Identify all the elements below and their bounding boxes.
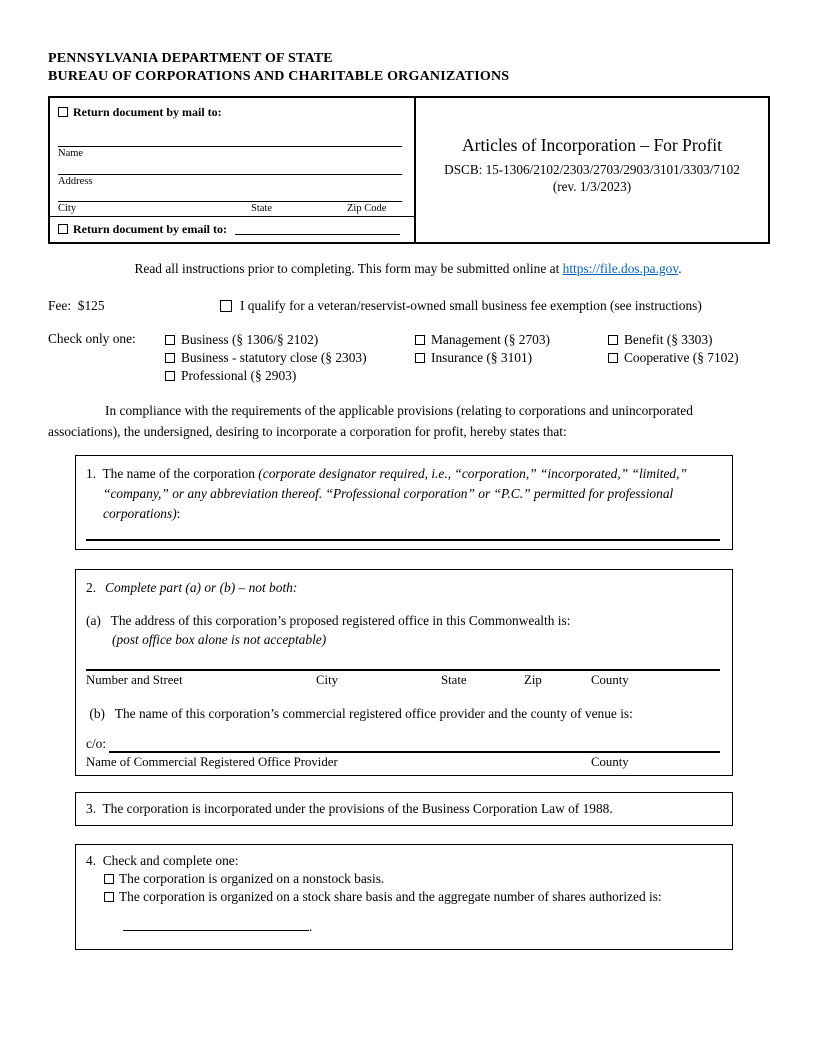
section-1-colon: : (176, 505, 181, 521)
online-filing-link[interactable]: https://file.dos.pa.gov (562, 260, 679, 276)
management-checkbox[interactable] (415, 335, 425, 345)
entity-type-option-benefit (608, 331, 768, 349)
form-header (48, 50, 768, 87)
statutory-close-checkbox[interactable] (165, 353, 175, 363)
section-4-box (75, 844, 733, 950)
business-checkbox[interactable] (165, 335, 175, 345)
statutory-close-label: Business - statutory close (§ 2303) (181, 349, 367, 365)
nonstock-option (104, 870, 722, 888)
zip-label: Zip (524, 673, 542, 688)
section-2-box (75, 569, 733, 776)
shares-period: . (309, 919, 313, 935)
fee-exemption-label: I qualify for a veteran/reservist-owned small business fee exemption (see instructions) (240, 297, 702, 313)
section-4-heading: 4. Check and complete one: (86, 853, 239, 869)
section-1-designator-note: (corporate designator required, i.e., “corporation,” “incorporated,” “limited,” “company,” or any abbreviation thereof. “Professional corporation” or “P.C.” permitted for professional corporations) (103, 466, 691, 521)
form-title-section (416, 98, 768, 242)
registered-office-address-input-line[interactable] (86, 669, 720, 671)
revision-date: (rev. 1/3/2023) (552, 179, 632, 195)
city-state-zip-labels (58, 202, 402, 216)
check-only-one-label: Check only one: (48, 330, 136, 346)
number-and-street-label: Number and Street (86, 673, 183, 688)
department-name: PENNSYLVANIA DEPARTMENT OF STATE (48, 51, 333, 66)
return-by-email-checkbox[interactable] (58, 224, 68, 234)
return-by-mail-section (50, 98, 416, 242)
section-2-instruction: Complete part (a) or (b) – not both: (105, 580, 298, 596)
mail-city-label: City (58, 203, 77, 215)
cooperative-label: Cooperative (§ 7102) (624, 349, 739, 365)
entity-type-column-1 (165, 331, 415, 385)
email-input-line[interactable] (235, 224, 400, 235)
cro-provider-label: Name of Commercial Registered Office Provider (86, 754, 338, 769)
mail-address-label: Address (58, 175, 93, 187)
entity-type-section (48, 331, 768, 385)
part-a-text: (a) The address of this corporation’s proposed registered office in this Commonwealth is: (86, 613, 571, 629)
corporation-name-input-line[interactable] (86, 539, 720, 541)
return-by-mail-label: Return document by mail to: (73, 104, 222, 119)
city-label: City (316, 673, 339, 688)
section-1-lead: 1. The name of the corporation (86, 466, 259, 482)
section-3-box (75, 792, 733, 826)
mail-name-label: Name (58, 147, 84, 159)
address-labels-row (86, 672, 720, 689)
fee-exemption-checkbox[interactable] (220, 300, 232, 312)
benefit-checkbox[interactable] (608, 335, 618, 345)
stock-checkbox[interactable] (104, 892, 114, 902)
return-by-mail-row (58, 105, 400, 120)
nonstock-checkbox[interactable] (104, 874, 114, 884)
business-label: Business (§ 1306/§ 2102) (181, 331, 319, 347)
mail-zip-label: Zip Code (347, 203, 387, 215)
compliance-statement: In compliance with the requirements of the applicable provisions (relating to corporations and unincorporated associations), the undersigned, desiring to incorporate a corporation for profit, hereby states that: (48, 402, 693, 440)
section-2-number: 2. (86, 580, 97, 596)
cro-row (86, 735, 720, 752)
benefit-label: Benefit (§ 3303) (624, 331, 713, 347)
insurance-label: Insurance (§ 3101) (431, 349, 533, 365)
co-label: c/o: (86, 736, 107, 752)
cro-name-input-line[interactable] (109, 741, 720, 753)
state-label: State (441, 673, 467, 688)
part-a-block (86, 611, 720, 649)
mail-state-label: State (251, 203, 272, 215)
mail-name-input-line[interactable] (58, 146, 402, 147)
fee-row (48, 298, 768, 314)
cooperative-checkbox[interactable] (608, 353, 618, 363)
bureau-name: BUREAU OF CORPORATIONS AND CHARITABLE ORGANIZATIONS (48, 69, 510, 85)
insurance-checkbox[interactable] (415, 353, 425, 363)
dscb-number: DSCB: 15-1306/2102/2303/2703/2903/3101/3303/7102 (444, 161, 740, 177)
mail-address-input-line[interactable] (58, 174, 402, 175)
county-label: County (591, 673, 629, 688)
form-title: Articles of Incorporation – For Profit (461, 134, 722, 155)
part-b-text: (b) The name of this corporation’s commercial registered office provider and the county of venue is: (86, 706, 633, 722)
entity-type-option-cooperative (608, 349, 768, 367)
section-1-box (75, 455, 733, 550)
entity-type-option-insurance (415, 349, 608, 367)
stock-option (104, 888, 722, 906)
stock-label: The corporation is organized on a stock share basis and the aggregate number of shares authorized is: (119, 888, 662, 904)
return-by-email-label: Return document by email to: (73, 221, 227, 236)
cro-county-label: County (591, 754, 629, 769)
instructions-text: Read all instructions prior to completing. This form may be submitted online at (134, 260, 563, 276)
section-2-heading (86, 580, 720, 596)
instructions-line (48, 261, 768, 277)
nonstock-label: The corporation is organized on a nonstock basis. (119, 871, 385, 887)
professional-checkbox[interactable] (165, 371, 175, 381)
entity-type-option-management (415, 331, 608, 349)
section-3-text: 3. The corporation is incorporated under the provisions of the Business Corporation Law of 1988. (86, 801, 613, 817)
fee-label: Fee: $125 (48, 297, 105, 313)
shares-row (123, 918, 722, 936)
part-a-po-box-note: (post office box alone is not acceptable) (112, 632, 327, 648)
professional-label: Professional (§ 2903) (181, 367, 297, 383)
return-by-email-row (50, 216, 414, 245)
instructions-period: . (678, 260, 682, 276)
section-1-text (86, 464, 720, 523)
entity-type-option-business (165, 331, 415, 349)
cro-labels-row (86, 754, 720, 771)
return-by-mail-checkbox[interactable] (58, 107, 68, 117)
top-box (48, 96, 770, 244)
entity-type-column-2 (415, 331, 608, 385)
shares-input-line[interactable] (123, 921, 309, 931)
management-label: Management (§ 2703) (431, 331, 550, 347)
entity-type-column-3 (608, 331, 768, 385)
entity-type-option-professional (165, 367, 415, 385)
entity-type-option-statutory-close (165, 349, 415, 367)
